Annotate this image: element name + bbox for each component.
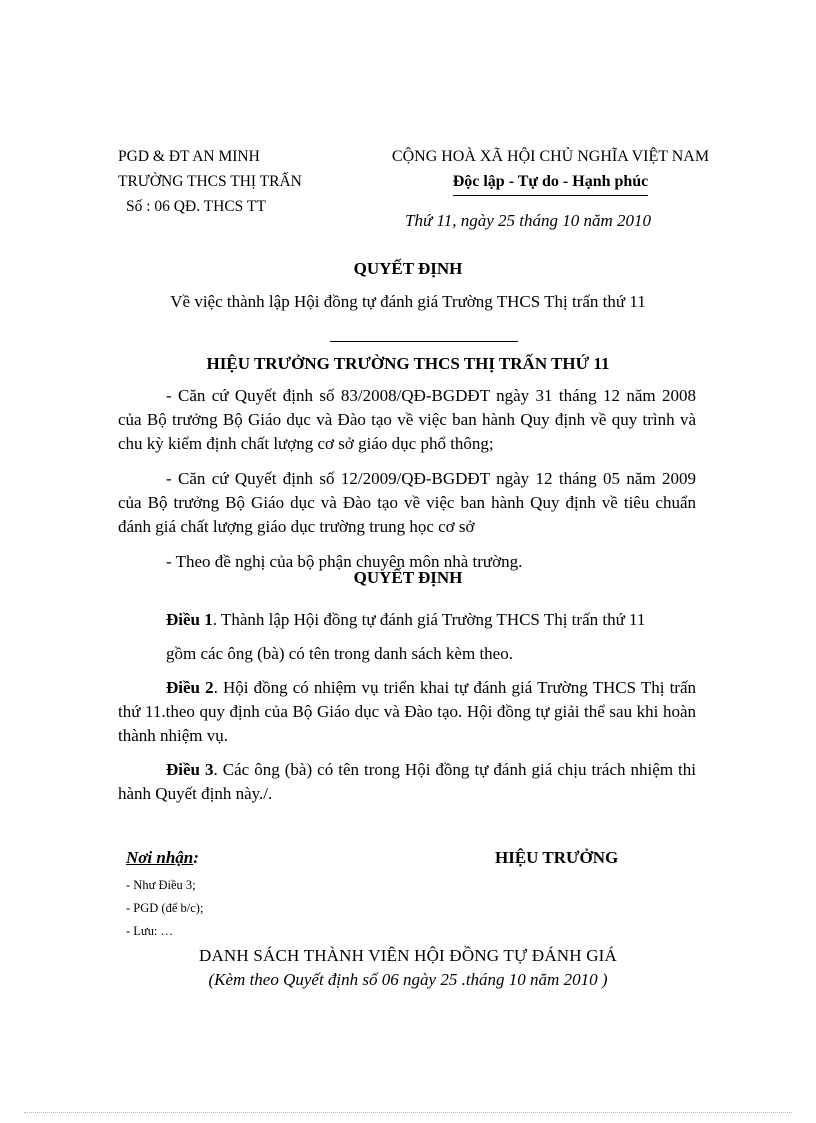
legal-basis-2: - Căn cứ Quyết định số 12/2009/QĐ-BGDĐT ngày 12 tháng 05 năm 2009 của Bộ trưởng Bộ Giáo dục và Đào tạo về việc ban hành Quy định về tiêu chuẩn đánh giá chất lượng giáo dục trường trung học cơ sở [118, 469, 696, 536]
article-3-label: Điều 3 [166, 760, 214, 779]
recipients-colon: : [193, 848, 199, 867]
recipient-item: - Lưu: … [126, 924, 174, 938]
article-2 [118, 676, 696, 748]
legal-basis-1: - Căn cứ Quyết định số 83/2008/QĐ-BGDĐT ngày 31 tháng 12 năm 2008 của Bộ trưởng Bộ Giáo dục và Đào tạo về việc ban hành Quy định về quy trình và chu kỳ kiểm định chất lượng cơ sở giáo dục phổ thông; [118, 386, 696, 453]
legal-basis-section [118, 384, 696, 574]
school-name: TRƯỜNG THCS THỊ TRẤN [118, 173, 302, 190]
document-subject: Về việc thành lập Hội đồng tự đánh giá Trường THCS Thị trấn thứ 11 [170, 292, 646, 311]
member-list-subtitle: (Kèm theo Quyết định số 06 ngày 25 .tháng 10 năm 2010 ) [208, 970, 608, 989]
legal-basis-3: - Theo đề nghị của bộ phận chuyên môn nhà trường. [166, 552, 523, 571]
article-2-text: . Hội đồng có nhiệm vụ triển khai tự đánh giá Trường THCS Thị trấn thứ 11.theo quy định của Bộ Giáo dục và Đào tạo. Hội đồng tự giải thể sau khi hoàn thành nhiệm vụ. [118, 678, 696, 745]
office-name: PGD & ĐT AN MINH [118, 148, 260, 165]
article-1 [118, 608, 696, 632]
national-header [383, 144, 718, 196]
issuing-office-block [118, 144, 302, 219]
national-motto: Độc lập - Tự do - Hạnh phúc [453, 169, 649, 196]
nation-name: CỘNG HOÀ XÃ HỘI CHỦ NGHĨA VIỆT NAM [391, 148, 710, 165]
signer-title: HIỆU TRƯỞNG [495, 848, 619, 867]
document-title: QUYẾT ĐỊNH [353, 259, 463, 278]
member-list-title: DANH SÁCH THÀNH VIÊN HỘI ĐỒNG TỰ ĐÁNH GIÁ [198, 946, 618, 965]
article-1-text: . Thành lập Hội đồng tự đánh giá Trường THCS Thị trấn thứ 11 [212, 610, 646, 629]
article-1-label: Điều 1 [166, 610, 213, 629]
recipient-item: - Như Điều 3; [126, 878, 196, 892]
document-date: Thứ 11, ngày 25 tháng 10 năm 2010 [405, 211, 652, 230]
recipient-item: - PGD (để b/c); [126, 901, 204, 915]
articles-section [118, 608, 696, 806]
article-2-label: Điều 2 [166, 678, 214, 697]
decision-heading: QUYẾT ĐỊNH [353, 568, 463, 587]
recipients-heading [126, 848, 199, 868]
recipients-title: Nơi nhận [126, 848, 194, 867]
article-3 [118, 758, 696, 806]
article-1-continued: gồm các ông (bà) có tên trong danh sách kèm theo. [166, 644, 513, 663]
title-separator [330, 341, 518, 342]
article-3-text: . Các ông (bà) có tên trong Hội đồng tự đánh giá chịu trách nhiệm thi hành Quyết định này./. [118, 760, 697, 803]
document-number: Số : 06 QĐ. THCS TT [126, 198, 266, 215]
recipient-list [126, 874, 203, 943]
page-bottom-divider [24, 1112, 792, 1113]
issuing-authority: HIỆU TRƯỞNG TRƯỜNG THCS THỊ TRẤN THỨ 11 [206, 354, 610, 373]
